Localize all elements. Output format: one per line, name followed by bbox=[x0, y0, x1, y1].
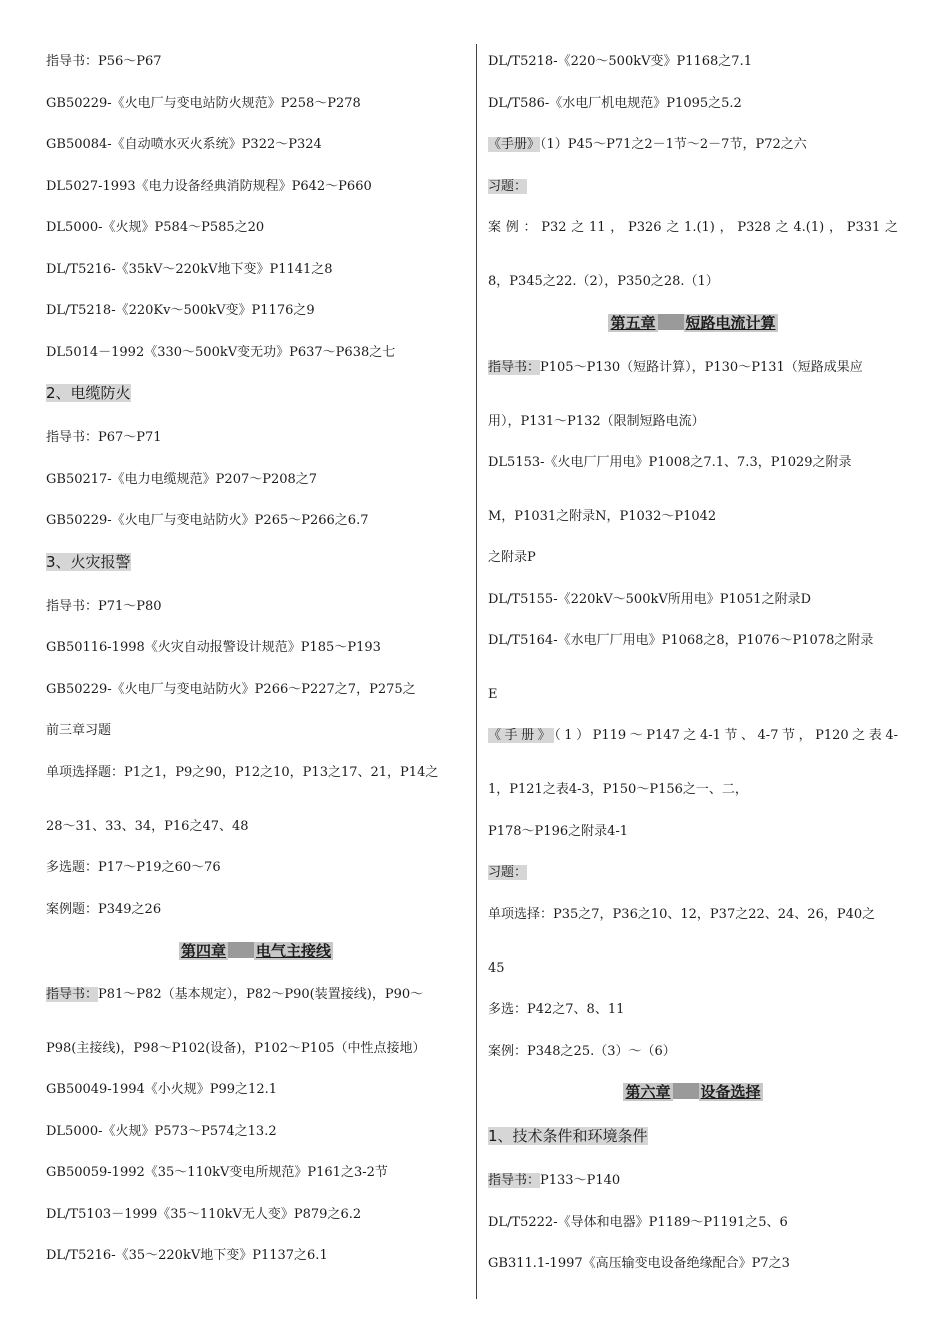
section-title-technical-conditions bbox=[488, 1127, 648, 1145]
ref-line: 指导书：P71～P80 bbox=[46, 599, 162, 614]
ref-line: GB50229-《火电厂与变电站防火》P266～P227之7，P275之 bbox=[46, 682, 416, 697]
ref-line: GB50049-1994《小火规》P99之12.1 bbox=[46, 1082, 278, 1097]
ref-line: 之附录P bbox=[488, 550, 536, 565]
guide-text: P133～P140 bbox=[540, 1173, 621, 1188]
ref-line: DL/T5155-《220kV～500kV所用电》P1051之附录D bbox=[488, 592, 811, 607]
ref-line: DL/T5222-《导体和电器》P1189～P1191之5、6 bbox=[488, 1215, 788, 1230]
chapter-number: 第六章 bbox=[625, 1083, 671, 1101]
guide-line bbox=[488, 359, 863, 377]
ref-line: GB50229-《火电厂与变电站防火》P265～P266之6.7 bbox=[46, 513, 369, 528]
ref-line: DL5014－1992《330～500kV变无功》P637～P638之七 bbox=[46, 345, 396, 360]
manual-label: 《手册》 bbox=[488, 137, 541, 152]
case-line: 案例题：P349之26 bbox=[46, 902, 162, 917]
ref-line: GB50084-《自动喷水灭火系统》P322～P324 bbox=[46, 137, 322, 152]
exercise-heading bbox=[488, 864, 527, 882]
chapter-number: 第五章 bbox=[610, 314, 656, 332]
manual-line: P178～P196之附录4-1 bbox=[488, 824, 629, 839]
ref-line: GB50229-《火电厂与变电站防火规范》P258～P278 bbox=[46, 96, 361, 111]
title-gap bbox=[673, 1083, 699, 1099]
ref-line: GB50217-《电力电缆规范》P207～P208之7 bbox=[46, 472, 318, 487]
single-choice-line: 单项选择题：P1之1，P9之90，P12之10，P13之17、21，P14之 bbox=[46, 765, 439, 780]
manual-label: 《手册》 bbox=[488, 728, 555, 743]
section-title-text: 3、火灾报警 bbox=[46, 553, 131, 571]
ref-line: DL5000-《火规》P573～P574之13.2 bbox=[46, 1124, 277, 1139]
guide-line: 用），P131～P132（限制短路电流） bbox=[488, 414, 705, 429]
multi-choice-line: 多选题：P17～P19之60～76 bbox=[46, 860, 221, 875]
guide-line bbox=[46, 986, 423, 1004]
chapter-number: 第四章 bbox=[180, 942, 226, 960]
exercise-heading bbox=[488, 178, 527, 196]
ref-line: DL/T5216-《35～220kV地下变》P1137之6.1 bbox=[46, 1248, 328, 1263]
ref-line: DL/T586-《水电厂机电规范》P1095之5.2 bbox=[488, 96, 742, 111]
chapter-6-title bbox=[488, 1082, 898, 1102]
case-line: 案例：P32之11，P326之1.(1)，P328之4.(1)，P331之 bbox=[488, 220, 898, 235]
ref-line: M，P1031之附录N，P1032～P1042 bbox=[488, 509, 717, 524]
chapter-name: 设备选择 bbox=[700, 1083, 761, 1101]
ref-line: GB311.1-1997《高压输变电设备绝缘配合》P7之3 bbox=[488, 1256, 790, 1271]
single-choice-line: 单项选择：P35之7，P36之10、12，P37之22、24、26，P40之 bbox=[488, 907, 876, 922]
exercise-heading: 前三章习题 bbox=[46, 723, 112, 738]
section-title-text: 1、技术条件和环境条件 bbox=[488, 1127, 648, 1145]
manual-line bbox=[488, 136, 807, 154]
guide-line bbox=[488, 1172, 620, 1190]
guide-line: P98(主接线)，P98～P102(设备)，P102～P105（中性点接地） bbox=[46, 1041, 426, 1056]
case-line: 8，P345之22.（2），P350之28.（1） bbox=[488, 274, 719, 289]
column-divider bbox=[476, 44, 477, 1299]
guide-text: P105～P130（短路计算），P130～P131（短路成果应 bbox=[540, 360, 863, 375]
ref-line: GB50059-1992《35～110kV变电所规范》P161之3-2节 bbox=[46, 1165, 388, 1180]
chapter-name: 短路电流计算 bbox=[685, 314, 776, 332]
section-title-text: 2、电缆防火 bbox=[46, 384, 131, 402]
ref-line: DL/T5218-《220～500kV变》P1168之7.1 bbox=[488, 54, 752, 69]
chapter-name: 电气主接线 bbox=[256, 942, 332, 960]
ref-line: DL5027-1993《电力设备经典消防规程》P642～P660 bbox=[46, 179, 372, 194]
manual-line bbox=[488, 727, 898, 745]
guide-text: P81～P82（基本规定），P82～P90(装置接线)，P90～ bbox=[98, 987, 424, 1002]
manual-text: （1）P119～P147之4-1节、4-7节，P120之表4- bbox=[554, 728, 898, 743]
guide-label: 指导书： bbox=[488, 1173, 541, 1188]
title-gap bbox=[228, 942, 254, 958]
single-choice-line: 28～31、33、34，P16之47、48 bbox=[46, 819, 249, 834]
chapter-4-title bbox=[46, 941, 466, 961]
case-line: 案例：P348之25.（3）～（6） bbox=[488, 1044, 676, 1059]
ref-line: E bbox=[488, 687, 498, 702]
exercise-label: 习题： bbox=[488, 179, 528, 194]
ref-line: DL5000-《火规》P584～P585之20 bbox=[46, 220, 265, 235]
ref-line: DL/T5164-《水电厂厂用电》P1068之8，P1076～P1078之附录 bbox=[488, 633, 874, 648]
exercise-label: 习题： bbox=[488, 865, 528, 880]
guide-label: 指导书： bbox=[46, 987, 99, 1002]
section-title-fire-alarm bbox=[46, 553, 131, 571]
ref-line: GB50116-1998《火灾自动报警设计规范》P185～P193 bbox=[46, 640, 381, 655]
ref-line: DL/T5103－1999《35～110kV无人变》P879之6.2 bbox=[46, 1207, 362, 1222]
ref-line: 指导书：P56～P67 bbox=[46, 54, 162, 69]
ref-line: DL5153-《火电厂厂用电》P1008之7.1、7.3，P1029之附录 bbox=[488, 455, 852, 470]
ref-line: DL/T5218-《220Kv～500kV变》P1176之9 bbox=[46, 303, 315, 318]
title-gap bbox=[658, 314, 684, 330]
ref-line: 指导书：P67～P71 bbox=[46, 430, 162, 445]
manual-text: （1）P45～P71之2－1节～2－7节，P72之六 bbox=[540, 137, 807, 152]
section-title-cable-fire bbox=[46, 384, 131, 402]
manual-line: 1，P121之表4-3，P150～P156之一、二， bbox=[488, 782, 748, 797]
ref-line: DL/T5216-《35kV～220kV地下变》P1141之8 bbox=[46, 262, 333, 277]
chapter-5-title bbox=[488, 313, 898, 333]
guide-label: 指导书： bbox=[488, 360, 541, 375]
single-choice-line: 45 bbox=[488, 961, 505, 976]
multi-choice-line: 多选：P42之7、8、11 bbox=[488, 1002, 625, 1017]
